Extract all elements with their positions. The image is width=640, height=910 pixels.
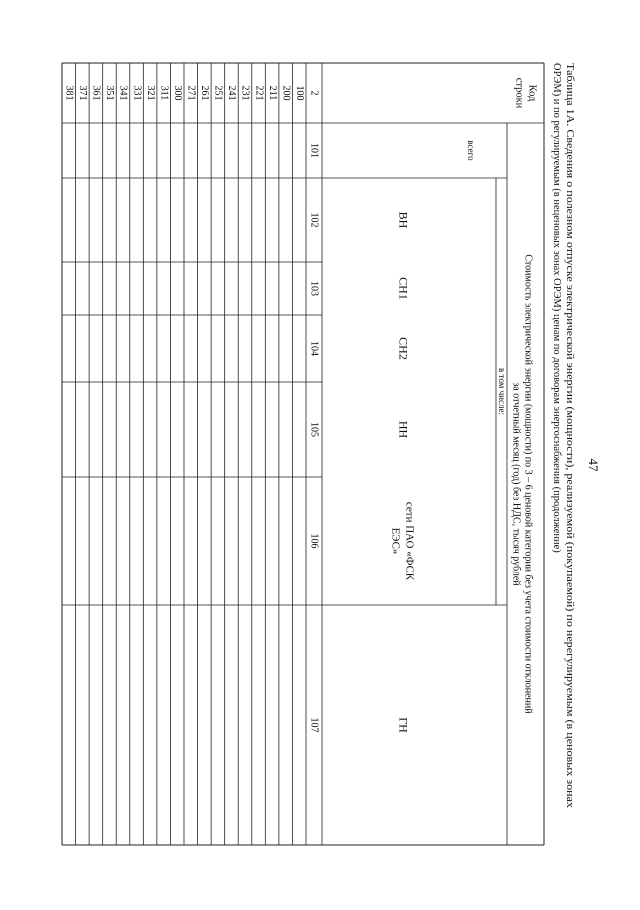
value-group-header-line-1: Стоимость электрической энергии (мощности) по 3 – 6 ценовой категории без учета стоимости отклонений — [522, 254, 534, 714]
total-column-number: 101 — [308, 143, 320, 158]
rotated-content — [62, 63, 601, 845]
row-code-361: 361 — [90, 85, 102, 101]
column-label-105: НН — [396, 420, 411, 439]
row-code-231: 231 — [239, 85, 251, 101]
column-label-104: СН2 — [396, 337, 411, 360]
row-code-331: 331 — [131, 85, 143, 101]
row-code-341: 341 — [117, 85, 129, 101]
total-header: всего — [465, 140, 476, 161]
row-code-100: 100 — [293, 85, 305, 101]
caption-line-2: ОРЭМ) и по регулируемым (в неценовых зонах ОРЭМ) ценам по договорам энергоснабжения (продолжение) — [551, 63, 562, 553]
row-code-211: 211 — [266, 85, 278, 101]
column-label-103: СН1 — [396, 277, 411, 300]
column-label-106-line-2: ЕЭС» — [389, 527, 402, 555]
data-table — [62, 63, 544, 845]
page-number: 47 — [586, 458, 601, 472]
value-group-header-line-2: за отчетный месяц (год) без НДС, тысяч рублей — [510, 382, 522, 586]
row-code-371: 371 — [77, 85, 89, 101]
row-code-251: 251 — [212, 85, 224, 101]
code-header-line-2: строки — [513, 77, 525, 109]
column-number-102: 102 — [308, 212, 320, 228]
row-code-321: 321 — [144, 85, 156, 101]
column-label-107: ГН — [396, 717, 411, 733]
row-code-241: 241 — [226, 85, 238, 101]
column-number-105: 105 — [308, 422, 320, 437]
code-column-number: 2 — [308, 90, 320, 96]
column-label-106-line-1: сети ПАО «ФСК — [403, 501, 416, 581]
column-number-104: 104 — [308, 341, 320, 356]
including-header: в том числе: — [496, 368, 507, 415]
column-number-107: 107 — [308, 717, 320, 733]
row-code-351: 351 — [104, 85, 116, 101]
code-header-line-1: Код — [526, 84, 538, 102]
row-code-261: 261 — [199, 85, 211, 101]
row-code-200: 200 — [280, 85, 292, 101]
row-code-300: 300 — [171, 85, 183, 101]
row-code-271: 271 — [185, 85, 197, 101]
caption-line-1: Таблица 1А. Сведения о полезном отпуске электрической энергии (мощности), реализуемой (покупаемой) по нерегулируемым (в ценовых зонах — [564, 63, 575, 712]
column-number-103: 103 — [308, 281, 320, 296]
row-code-221: 221 — [253, 85, 265, 101]
column-number-106: 106 — [308, 533, 320, 549]
row-code-311: 311 — [158, 85, 170, 101]
column-label-102: ВН — [396, 211, 411, 229]
row-code-381: 381 — [63, 85, 75, 101]
